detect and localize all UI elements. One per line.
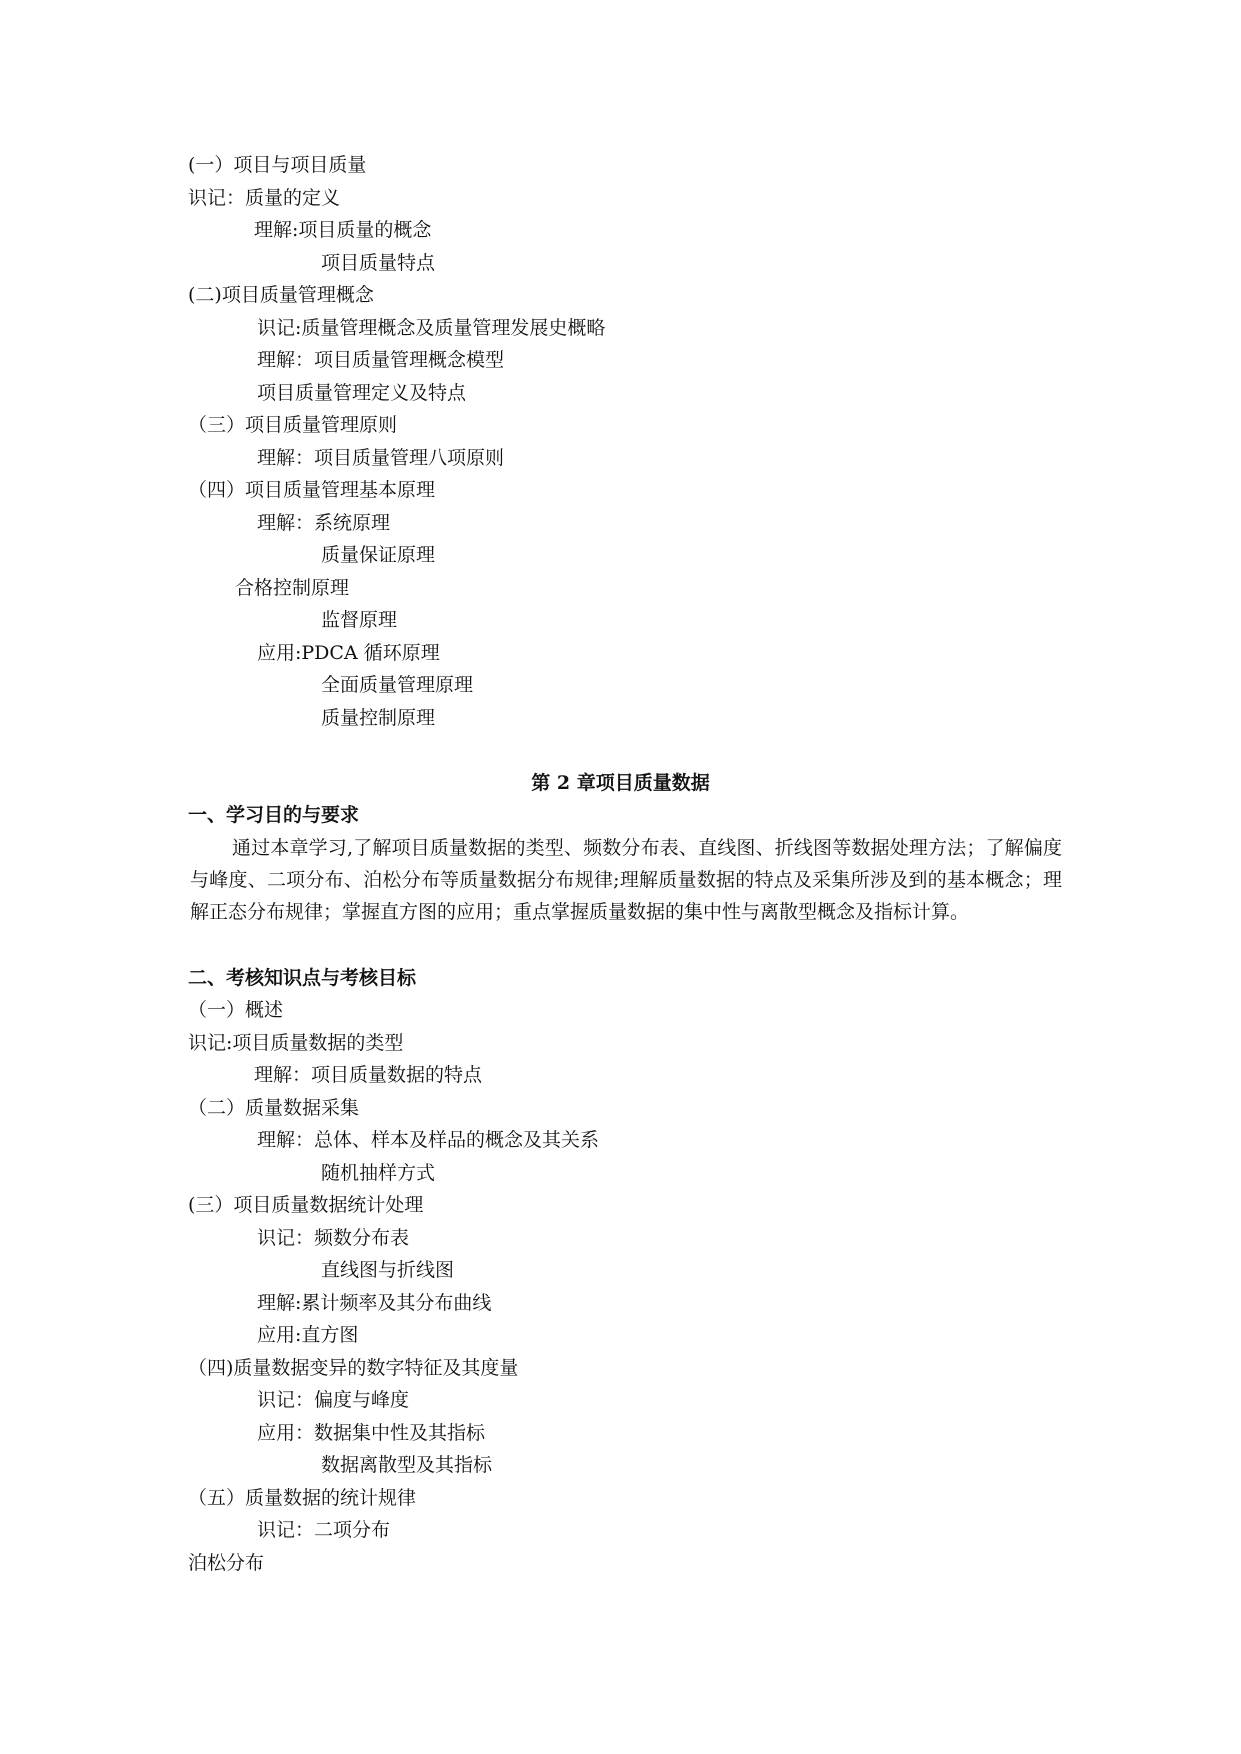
outline-item-frequency-table: 识记：频数分布表: [257, 1227, 410, 1249]
outline-item-binomial: 识记：二项分布: [257, 1519, 391, 1541]
outline-item-data-types: 识记:项目质量数据的类型: [188, 1032, 404, 1054]
assessment-heading: 二、考核知识点与考核目标: [188, 967, 417, 989]
outline-item-supervision: 监督原理: [321, 609, 398, 631]
outline-item-cumulative-frequency: 理解:累计频率及其分布曲线: [257, 1292, 492, 1314]
outline-item-population-sample: 理解：总体、样本及样品的概念及其关系: [257, 1129, 600, 1151]
outline-heading-qm-basic-theory: （四）项目质量管理基本原理: [188, 479, 436, 501]
outline-item-line-charts: 直线图与折线图: [321, 1259, 455, 1281]
outline-heading-variation-measures: （四)质量数据变异的数字特征及其度量: [188, 1357, 519, 1379]
outline-item-tqm: 全面质量管理原理: [321, 674, 474, 696]
objectives-paragraph: 通过本章学习,了解项目质量数据的类型、频数分布表、直线图、折线图等数据处理方法；了解偏度与峰度、二项分布、泊松分布等质量数据分布规律;理解质量数据的特点及采集所涉及到的基本概念；理解正态分布规律；掌握直方图的应用；重点掌握质量数据的集中性与离散型概念及指标计算。: [190, 837, 1062, 923]
outline-heading-project-quality: (一）项目与项目质量: [188, 154, 367, 176]
outline-item-qm-definition: 项目质量管理定义及特点: [257, 382, 467, 404]
outline-item-quality-control: 质量控制原理: [321, 707, 436, 729]
outline-heading-data-processing: (三）项目质量数据统计处理: [188, 1194, 424, 1216]
outline-item-recall-qm-history: 识记:质量管理概念及质量管理发展史概略: [257, 317, 606, 339]
outline-heading-overview: （一）概述: [188, 999, 284, 1021]
outline-item-understand-qm-model: 理解：项目质量管理概念模型: [257, 349, 505, 371]
chapter-title: 第 2 章项目质量数据: [531, 772, 710, 794]
outline-item-understand-quality-concept: 理解:项目质量的概念: [254, 219, 432, 241]
outline-item-eight-principles: 理解：项目质量管理八项原则: [257, 447, 505, 469]
outline-heading-data-collection: （二）质量数据采集: [188, 1097, 360, 1119]
outline-item-data-features: 理解：项目质量数据的特点: [254, 1064, 483, 1086]
outline-item-skewness-kurtosis: 识记：偏度与峰度: [257, 1389, 410, 1411]
outline-item-system-principle: 理解：系统原理: [257, 512, 391, 534]
outline-item-histogram: 应用:直方图: [257, 1324, 359, 1346]
outline-item-poisson: 泊松分布: [188, 1552, 265, 1574]
outline-heading-qm-concept: (二)项目质量管理概念: [188, 284, 374, 306]
outline-item-random-sampling: 随机抽样方式: [321, 1162, 436, 1184]
outline-item-central-tendency: 应用：数据集中性及其指标: [257, 1422, 486, 1444]
outline-item-quality-assurance: 质量保证原理: [321, 544, 436, 566]
outline-item-pdca-cycle: 应用:PDCA 循环原理: [257, 642, 440, 664]
outline-item-recall-quality-definition: 识记：质量的定义: [188, 187, 341, 209]
outline-item-quality-features: 项目质量特点: [321, 252, 436, 274]
outline-item-dispersion: 数据离散型及其指标: [321, 1454, 493, 1476]
outline-heading-qm-principles: （三）项目质量管理原则: [188, 414, 398, 436]
outline-item-conformance-control: 合格控制原理: [235, 577, 350, 599]
outline-heading-statistical-laws: （五）质量数据的统计规律: [188, 1487, 417, 1509]
objectives-heading: 一、学习目的与要求: [188, 804, 360, 826]
